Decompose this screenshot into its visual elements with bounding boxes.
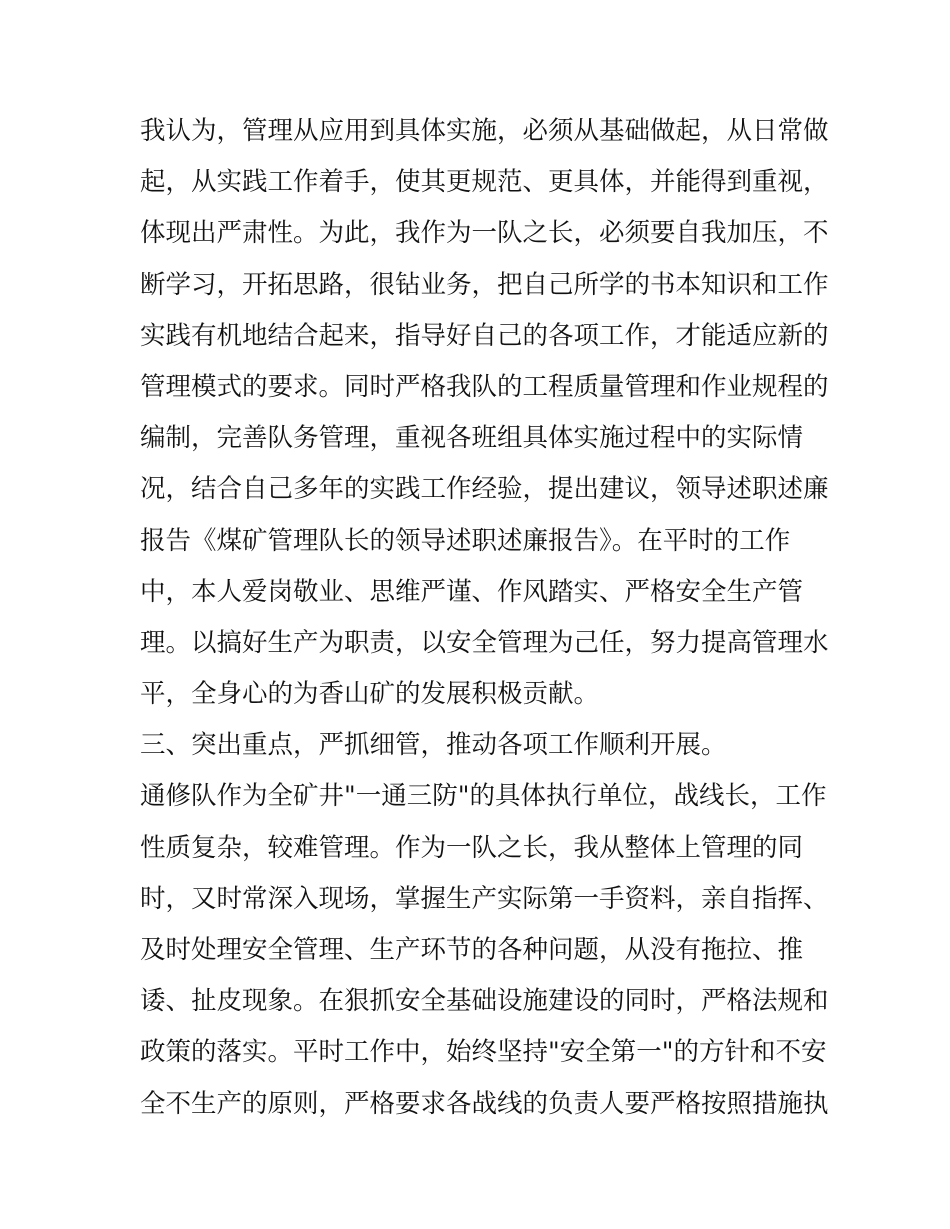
text-line: 平，全身心的为香山矿的发展积极贡献。: [140, 679, 600, 710]
text-line: 性质复杂，较难管理。作为一队之长，我从整体上管理的同: [140, 832, 804, 863]
text-line: 全不生产的原则，严格要求各战线的负责人要严格按照措施执: [140, 1088, 829, 1119]
text-line: 报告《煤矿管理队长的领导述职述廉报告》。在平时的工作: [140, 525, 791, 556]
text-line: 中，本人爱岗敬业、思维严谨、作风踏实、严格安全生产管: [140, 576, 804, 607]
text-line: 管理模式的要求。同时严格我队的工程质量管理和作业规程的: [140, 371, 829, 402]
text-line: 实践有机地结合起来，指导好自己的各项工作，才能适应新的: [140, 320, 829, 351]
text-line: 通修队作为全矿井"一通三防"的具体执行单位，战线长，工作: [140, 781, 827, 812]
text-line: 我认为，管理从应用到具体实施，必须从基础做起，从日常做: [140, 116, 829, 146]
section-heading: 三、突出重点，严抓细管，推动各项工作顺利开展。: [140, 730, 727, 761]
text-line: 政策的落实。平时工作中，始终坚持"安全第一"的方针和不安: [140, 1037, 827, 1068]
body-text: [140, 106, 830, 1130]
text-line: 体现出严肃性。为此，我作为一队之长，必须要自我加压，不: [140, 218, 829, 249]
text-line: 编制，完善队务管理，重视各班组具体实施过程中的实际情: [140, 423, 804, 454]
text-line: 断学习，开拓思路，很钻业务，把自己所学的书本知识和工作: [140, 269, 829, 300]
text-line: 况，结合自己多年的实践工作经验，提出建议，领导述职述廉: [140, 474, 829, 505]
text-line: 理。以搞好生产为职责，以安全管理为己任，努力提高管理水: [140, 627, 829, 658]
text-line: 诿、扯皮现象。在狠抓安全基础设施建设的同时，严格法规和: [140, 986, 829, 1017]
text-line: 及时处理安全管理、生产环节的各种问题，从没有拖拉、推: [140, 935, 804, 965]
text-line: 时，又时常深入现场，掌握生产实际第一手资料，亲自指挥、: [140, 883, 829, 914]
text-line: 起，从实践工作着手，使其更规范、更具体，并能得到重视，: [140, 167, 829, 198]
